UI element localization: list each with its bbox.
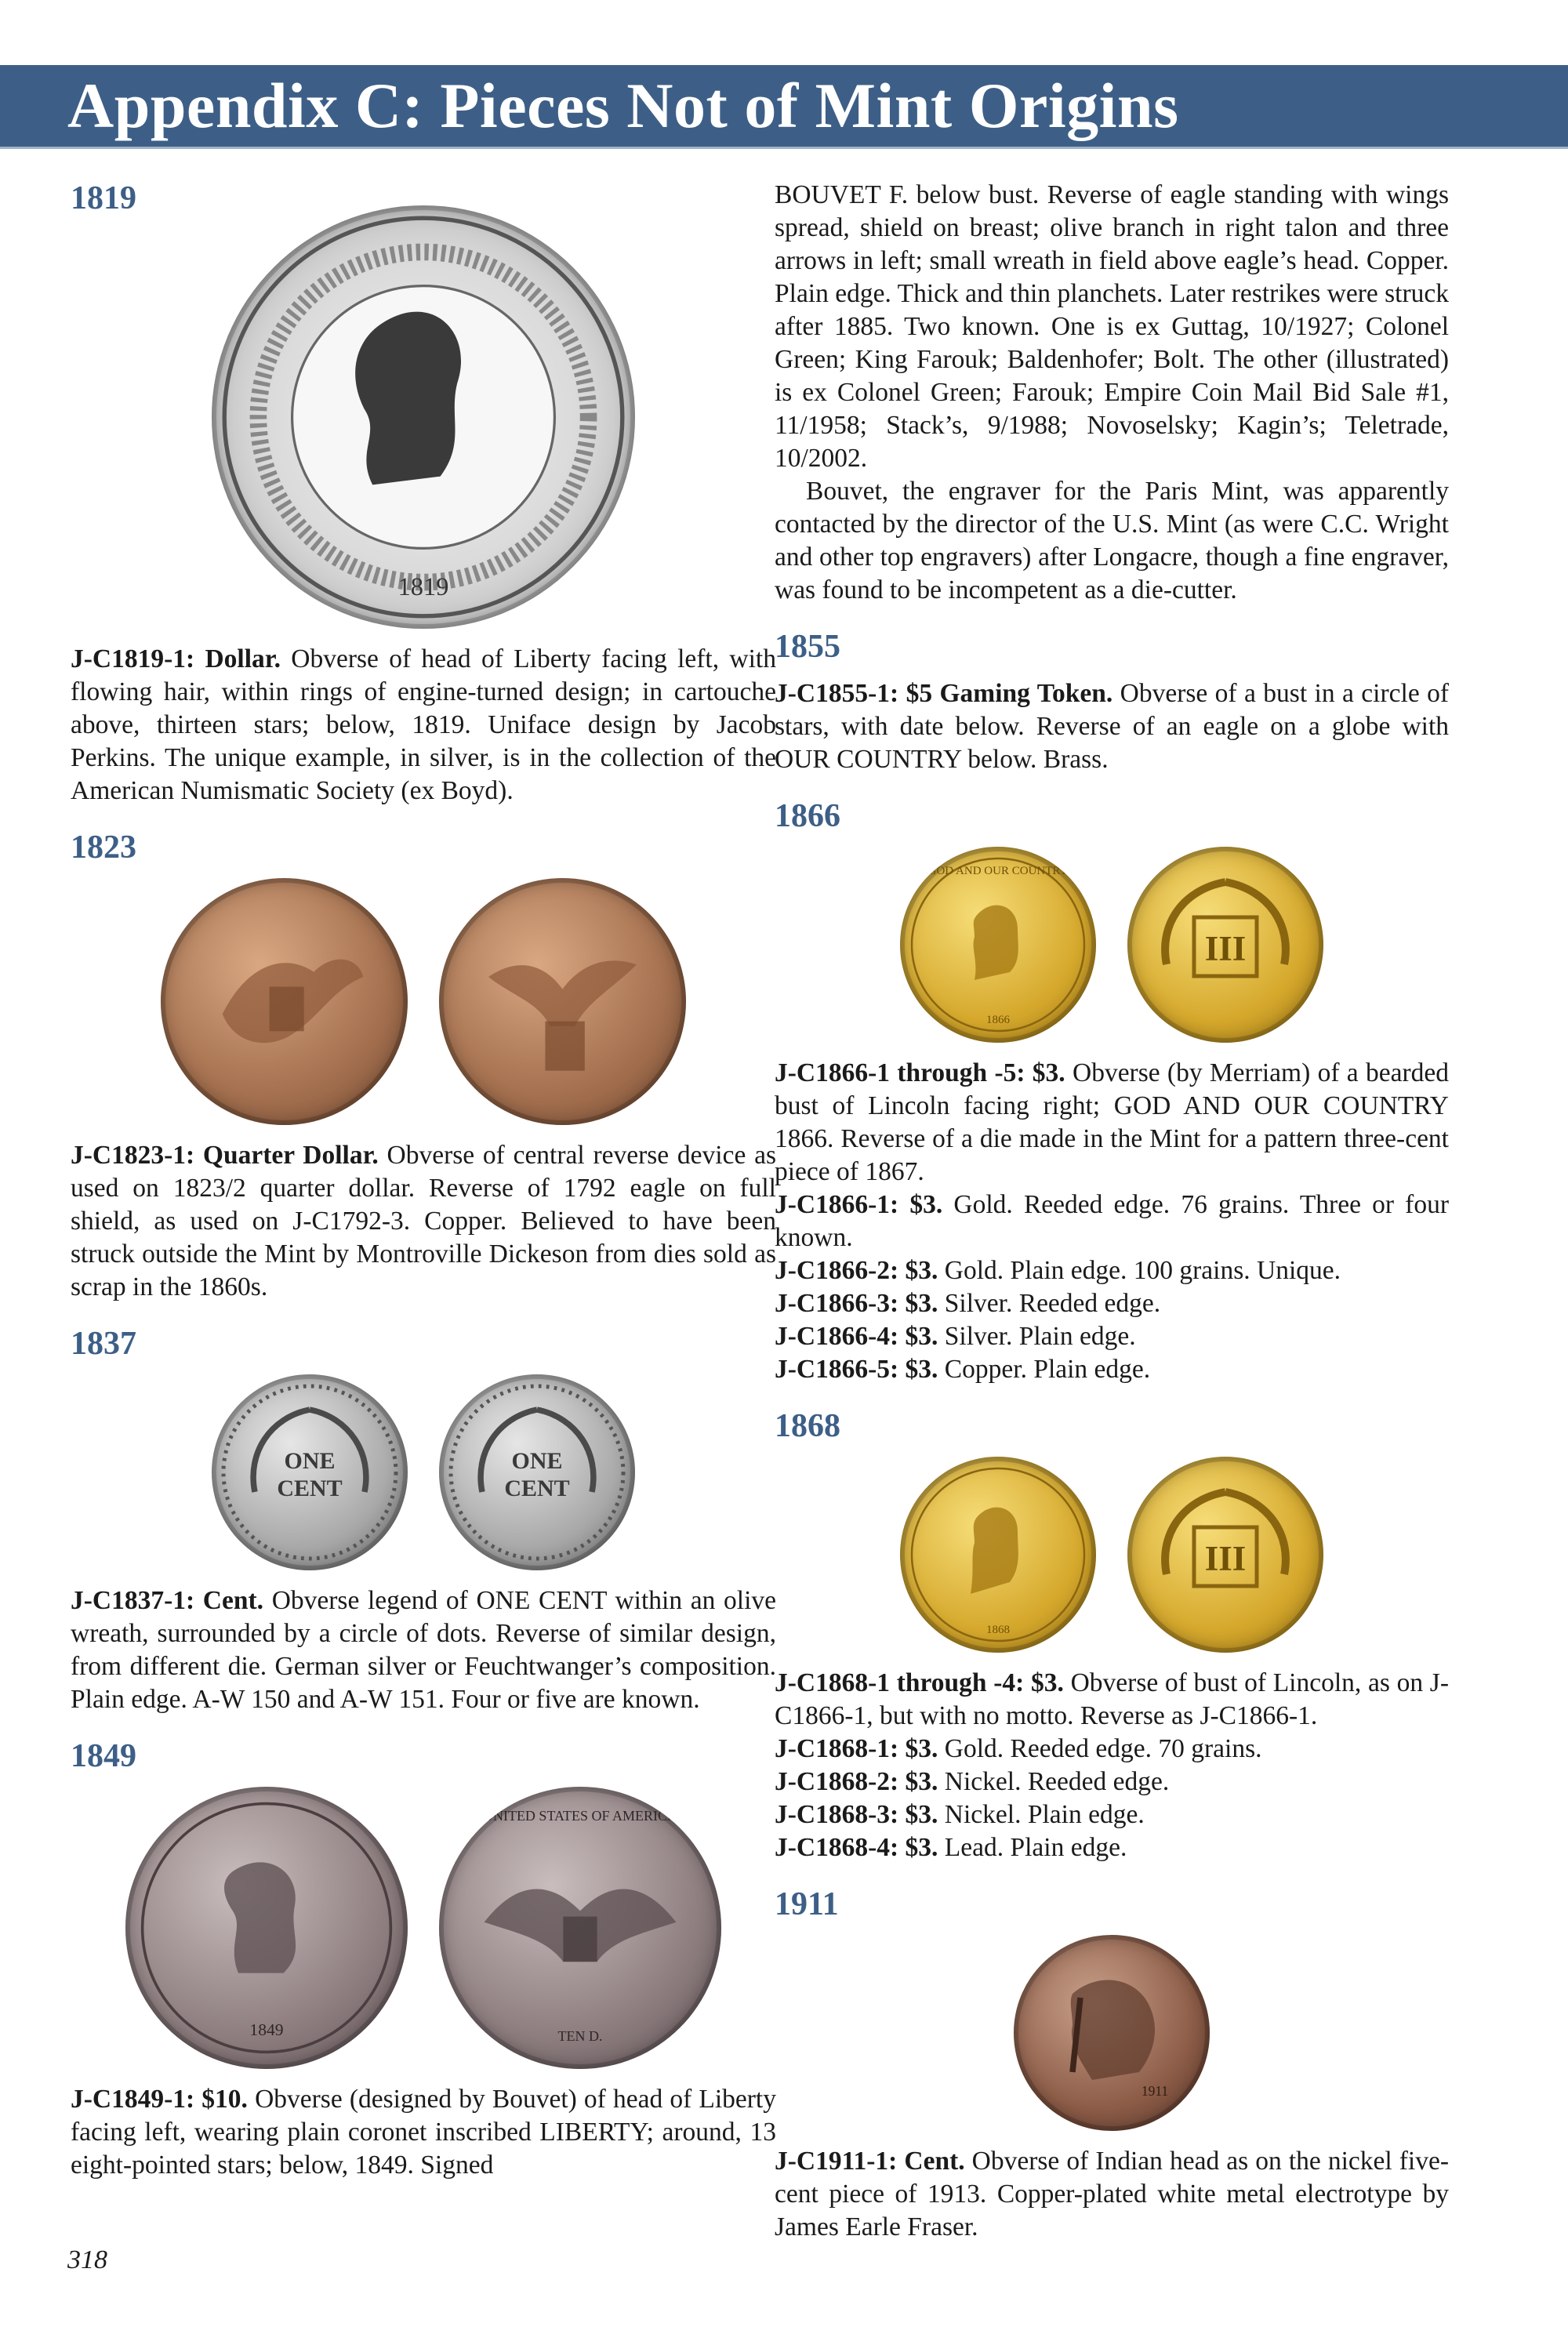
entry-text: Obverse (designed by Bouvet) of head of Liberty facing left, wearing plain coronet inscribed LIBERTY; around, 13 eight-pointed stars; below, 1849. Signed	[71, 2085, 776, 2180]
entry-id: J-C1849-1: $10.	[71, 2085, 248, 2114]
section-1837	[71, 1324, 776, 1716]
year-heading-1849: 1849	[71, 1738, 136, 1774]
entry-id: J-C1837-1: Cent.	[71, 1586, 264, 1615]
entry-id: J-C1868-1 through -4: $3.	[775, 1668, 1064, 1697]
year-heading-1866: 1866	[775, 798, 840, 834]
entry-id: J-C1819-1: Dollar.	[71, 644, 281, 673]
variant-id: J-C1868-4: $3.	[775, 1833, 938, 1862]
variant-id: J-C1866-5: $3.	[775, 1355, 938, 1384]
coin-images-1823	[71, 878, 776, 1125]
variant-id: J-C1868-1: $3.	[775, 1734, 938, 1763]
entry-j-c1849-1-continued	[775, 179, 1449, 607]
coin-1849-value: TEN D.	[557, 2028, 603, 2044]
variant-text: Gold. Reeded edge. 70 grains.	[938, 1734, 1262, 1763]
entry-j-c1911-1	[775, 2145, 1449, 2244]
coin-1866-date: 1866	[986, 1014, 1010, 1026]
variant-id: J-C1866-4: $3.	[775, 1322, 938, 1351]
section-1819	[71, 179, 776, 808]
coin-1819-obverse	[212, 205, 635, 629]
section-1866	[775, 797, 1449, 1386]
entry-text: Obverse of central reverse device as used on 1823/2 quarter dollar. Reverse of 1792 eagle on full shield, as used on J-C1792-3. Copper. Believed to have been struck outside the Mint by Montroville Dickeson from dies sold as scrap in the 1860s.	[71, 1141, 777, 1301]
coin-images-1868	[775, 1457, 1449, 1653]
entry-text: Obverse of head of Liberty facing left, with flowing hair, within rings of engine-turned design; in cartouche above, thirteen stars; below, 1819. Uniface design by Jacob Perkins. The unique example, in silver, is in the collection of the American Numismatic Society (ex Boyd).	[71, 644, 776, 805]
variant-text: Nickel. Plain edge.	[938, 1800, 1145, 1829]
entry-j-c1837-1	[71, 1584, 776, 1716]
coin-1911-obverse	[1014, 1935, 1210, 2131]
entry-j-c1855-1	[775, 677, 1449, 776]
variant-id: J-C1868-3: $3.	[775, 1800, 938, 1829]
variant-text: Gold. Plain edge. 100 grains. Unique.	[938, 1256, 1341, 1285]
coin-images-1911	[775, 1935, 1449, 2131]
section-1849	[71, 1737, 776, 2182]
entry-text: Obverse legend of ONE CENT within an olive wreath, surrounded by a circle of dots. Reverse of similar design, from different die. German silver or Feuchtwanger’s composition. Plain edge. A-W 150 and A-W 151. Four or five are known.	[71, 1586, 777, 1714]
variant-id: J-C1866-3: $3.	[775, 1289, 938, 1318]
year-heading-1911: 1911	[775, 1886, 839, 1922]
coin-1866-reverse	[1127, 847, 1323, 1043]
variant-id: J-C1866-2: $3.	[775, 1256, 938, 1285]
variant-id: J-C1866-1: $3.	[775, 1190, 943, 1219]
variant-text: Gold. Reeded edge. 76 grains. Three or four known.	[775, 1190, 1449, 1252]
coin-1837-text-one: ONE	[284, 1448, 336, 1474]
coin-1849-obverse	[125, 1787, 408, 2069]
entry-j-c1823-1	[71, 1139, 776, 1304]
entry-id: J-C1911-1: Cent.	[775, 2147, 965, 2176]
coin-images-1819	[71, 205, 776, 629]
variant-text: Silver. Reeded edge.	[938, 1289, 1161, 1318]
coin-1866-obverse	[900, 847, 1096, 1043]
coin-1823-reverse	[439, 878, 686, 1125]
coin-1868-numeral: III	[1204, 1539, 1247, 1578]
coin-1837-rev-text-one: ONE	[511, 1448, 563, 1474]
page-number: 318	[67, 2245, 107, 2274]
entry-text: Obverse of a bust in a circle of stars, with date below. Reverse of an eagle on a globe with OUR COUNTRY below. Brass.	[775, 679, 1450, 774]
section-1868	[775, 1406, 1449, 1864]
year-heading-1823: 1823	[71, 829, 136, 866]
entry-text: Obverse of Indian head as on the nickel five-cent piece of 1913. Copper-plated white metal electrotype by James Earle Fraser.	[775, 2147, 1449, 2241]
page-title: Appendix C: Pieces Not of Mint Origins	[67, 70, 1179, 141]
coin-1866-legend: GOD AND OUR COUNTRY	[927, 865, 1069, 877]
coin-1819-date: 1819	[397, 572, 449, 601]
coin-images-1849	[71, 1787, 776, 2069]
variant-text: Lead. Plain edge.	[938, 1833, 1127, 1862]
section-1855	[775, 627, 1449, 776]
entry-text: Obverse (by Merriam) of a bearded bust of Lincoln facing right; GOD AND OUR COUNTRY 1866. Reverse of a die made in the Mint for a pattern three-cent piece of 1867.	[775, 1058, 1449, 1186]
coin-1849-legend: UNITED STATES OF AMERICA	[482, 1808, 678, 1824]
title-banner	[0, 65, 1568, 149]
entry-j-c1819-1	[71, 643, 776, 808]
coin-1868-obverse	[900, 1457, 1096, 1653]
entry-j-c1866	[775, 1057, 1449, 1386]
coin-1866-numeral: III	[1204, 929, 1247, 968]
coin-1868-reverse	[1127, 1457, 1323, 1653]
section-1823	[71, 828, 776, 1304]
variant-id: J-C1868-2: $3.	[775, 1767, 938, 1796]
variant-text: Copper. Plain edge.	[938, 1355, 1151, 1384]
variant-text: Nickel. Reeded edge.	[938, 1767, 1170, 1796]
coin-images-1866	[775, 847, 1449, 1043]
coin-1823-obverse	[161, 878, 408, 1125]
entry-id: J-C1823-1: Quarter Dollar.	[71, 1141, 379, 1170]
coin-1837-rev-text-cent: CENT	[504, 1475, 570, 1501]
year-heading-1819: 1819	[71, 180, 136, 216]
entry-continuation: BOUVET F. below bust. Reverse of eagle standing with wings spread, shield on breast; olive branch in right talon and three arrows in left; small wreath in field above eagle’s head. Copper. Plain edge. Thick and thin planchets. Later restrikes were struck after 1885. Two known. One is ex Guttag, 10/1927; Colonel Green; King Farouk; Baldenhofer; Bolt. The other (illustrated) is ex Colonel Green; Farouk; Empire Coin Mail Bid Sale #1, 11/1958; Stack’s, 9/1988; Novoselsky; Kagin’s; Teletrade, 10/2002.	[775, 180, 1449, 473]
entry-j-c1868	[775, 1667, 1449, 1864]
coin-1849-date: 1849	[249, 2020, 284, 2039]
coin-1837-text-cent: CENT	[277, 1475, 343, 1501]
entry-note-paragraph: Bouvet, the engraver for the Paris Mint, was apparently contacted by the director of the U.S. Mint (as were C.C. Wright and other top engravers) after Longacre, though a fine engraver, was found to be incompetent as a die-cutter.	[775, 477, 1449, 604]
coin-images-1837	[71, 1374, 776, 1570]
entry-j-c1849-1	[71, 2083, 776, 2182]
coin-1849-reverse	[439, 1787, 721, 2069]
entry-text: Obverse of bust of Lincoln, as on J-C1866-1, but with no motto. Reverse as J-C1866-1.	[775, 1668, 1449, 1730]
year-heading-1868: 1868	[775, 1408, 840, 1444]
section-1911	[775, 1885, 1449, 2244]
coin-1837-obverse	[212, 1374, 408, 1570]
coin-1868-date: 1868	[986, 1624, 1010, 1636]
coin-1837-reverse	[439, 1374, 635, 1570]
variant-text: Silver. Plain edge.	[938, 1322, 1136, 1351]
entry-id: J-C1855-1: $5 Gaming Token.	[775, 679, 1113, 708]
coin-1911-date: 1911	[1141, 2083, 1169, 2099]
year-heading-1837: 1837	[71, 1326, 136, 1362]
right-column	[775, 179, 1449, 2264]
left-column	[71, 179, 776, 2202]
entry-id: J-C1866-1 through -5: $3.	[775, 1058, 1065, 1087]
year-heading-1855: 1855	[775, 629, 840, 665]
